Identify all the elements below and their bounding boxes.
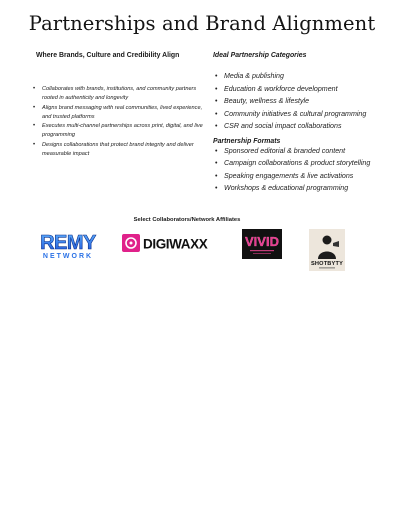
categories-list [213,70,397,133]
shotbyty-logo [309,229,345,271]
brand-alignment-heading: Where Brands, Culture and Credibility Align [36,52,180,59]
partnership-column [213,52,397,195]
page-title: Partnerships and Brand Alignment [28,12,376,35]
list-item: • Beauty, wellness & lifestyle [213,95,397,108]
brand-alignment-column [30,52,208,160]
list-item: • Speaking engagements & live activations [213,170,397,183]
vivid-logo-text: VIVID [245,234,279,249]
list-item: • Aligns brand messaging with real communities, lived experience, and trusted platforms [30,104,208,122]
list-item: • Collaborates with brands, institutions, and community partners rooted in authenticity and longevity [30,85,208,103]
formats-list [213,145,397,195]
collaborators-heading: Select Collaborators/Network Affiliates [133,217,241,223]
categories-heading: Ideal Partnership Categories [213,52,307,59]
formats-heading: Partnership Formats [213,137,281,145]
digiwaxx-logo-text: DIGIWAXX [143,236,208,252]
remy-logo-text: REMY [40,232,96,254]
list-item: • Executes multi-channel partnerships across print, digital, and live programming [30,122,208,140]
list-item: • Education & workforce development [213,83,397,96]
list-item: • Workshops & educational programming [213,182,397,195]
list-item: • Community initiatives & cultural programming [213,108,397,121]
vivid-logo [242,229,282,259]
remy-logo-subtext: NETWORK [42,253,94,260]
list-item: • Media & publishing [213,70,397,83]
brand-alignment-list [30,85,208,159]
remy-network-logo [36,230,100,262]
list-item: • Campaign collaborations & product storytelling [213,157,397,170]
list-item: • CSR and social impact collaborations [213,120,397,133]
digiwaxx-logo [122,233,210,253]
person-icon [323,236,332,245]
list-item: • Designs collaborations that protect brand integrity and deliver measurable impact [30,141,208,159]
list-item: • Sponsored editorial & branded content [213,145,397,158]
shotbyty-logo-text: SHOTBYTY [310,261,344,267]
